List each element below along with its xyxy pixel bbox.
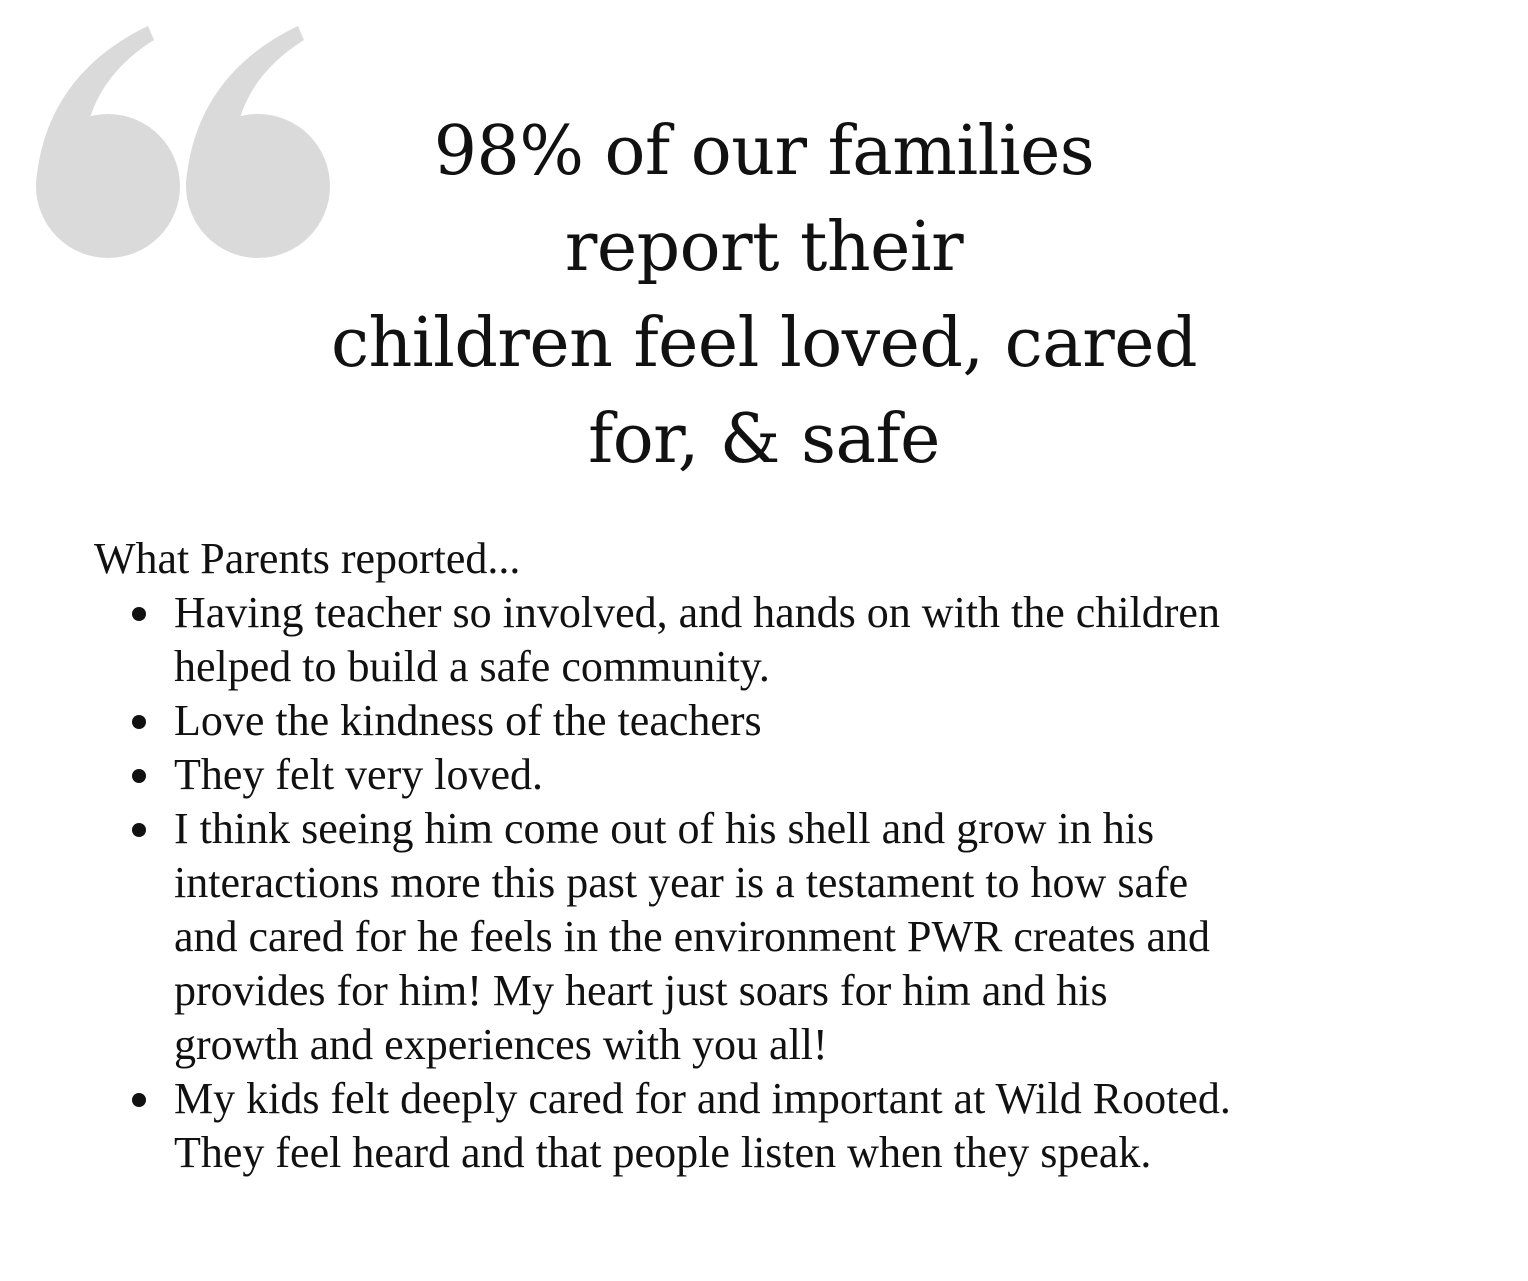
feedback-text: helped to build a safe community. [174, 642, 770, 691]
feedback-item [174, 748, 1474, 802]
headline-line: 98% of our families [433, 112, 1095, 191]
headline-line: children feel loved, cared [330, 304, 1198, 383]
headline-line: report their [564, 208, 964, 287]
feedback-text: Love the kindness of the teachers [174, 696, 762, 745]
feedback-list [94, 586, 1474, 1180]
feedback-text: provides for him! My heart just soars for him and his [174, 966, 1108, 1015]
bullet-icon [132, 607, 146, 621]
feedback-item [174, 586, 1474, 694]
feedback-text: Having teacher so involved, and hands on with the children [174, 588, 1220, 637]
feedback-item [174, 1072, 1474, 1180]
feedback-text: They felt very loved. [174, 750, 543, 799]
feedback-text: and cared for he feels in the environment PWR creates and [174, 912, 1211, 961]
bullet-icon [132, 823, 146, 837]
feedback-item [174, 694, 1474, 748]
headline-line: for, & safe [588, 400, 940, 479]
bullet-icon [132, 1093, 146, 1107]
parent-feedback-section [94, 532, 1474, 1180]
feedback-text: My kids felt deeply cared for and important at Wild Rooted. [174, 1074, 1231, 1123]
bullet-icon [132, 769, 146, 783]
bullet-icon [132, 715, 146, 729]
feedback-text: I think seeing him come out of his shell and grow in his [174, 804, 1155, 853]
feedback-intro: What Parents reported... [94, 534, 521, 583]
headline-statistic [262, 104, 1266, 488]
feedback-text: interactions more this past year is a testament to how safe [174, 858, 1189, 907]
feedback-text: They feel heard and that people listen when they speak. [174, 1128, 1152, 1177]
feedback-item [174, 802, 1474, 1072]
feedback-text: growth and experiences with you all! [174, 1020, 828, 1069]
